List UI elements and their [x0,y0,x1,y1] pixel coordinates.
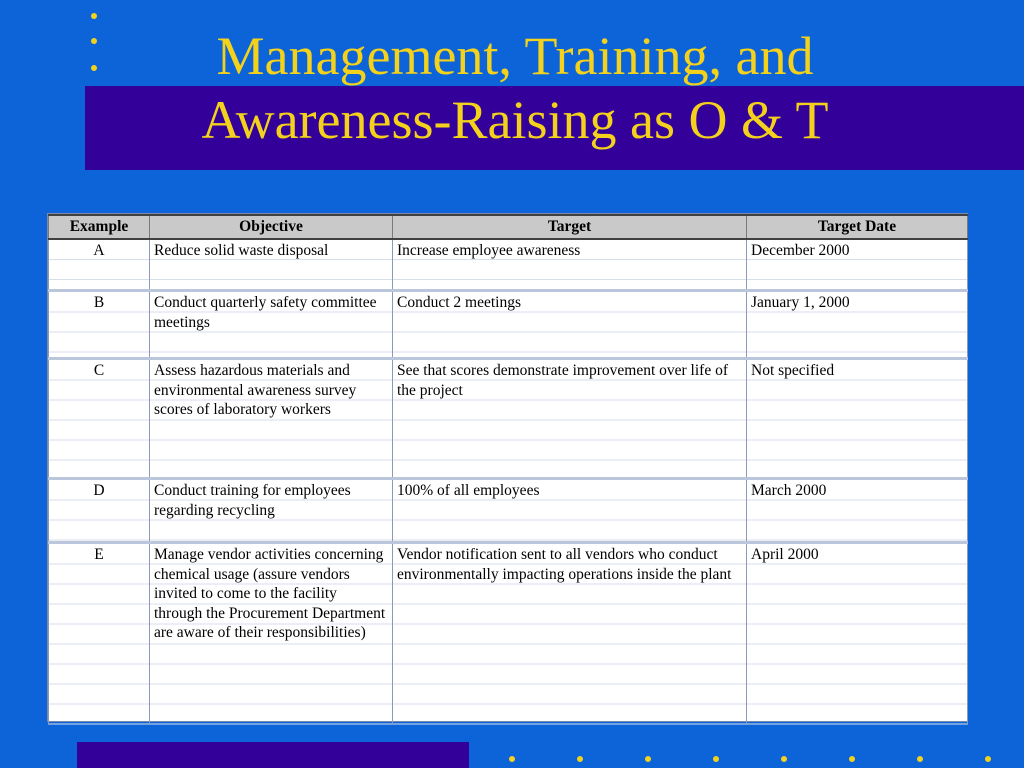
cell-example: C [49,359,150,479]
objectives-table [47,213,968,722]
cell-date: April 2000 [747,543,968,726]
table-row [49,359,968,479]
cell-date: March 2000 [747,479,968,543]
cell-objective: Conduct quarterly safety committee meetings [150,291,393,359]
decor-dot [645,756,651,762]
decor-dot [985,756,991,762]
cell-target: Increase employee awareness [393,239,747,291]
header-target-date: Target Date [747,215,968,239]
decor-dot [509,756,515,762]
cell-objective: Manage vendor activities concerning chemical usage (assure vendors invited to come to the facility through the Procurement Department are aware of their responsibilities) [150,543,393,726]
cell-date: January 1, 2000 [747,291,968,359]
cell-target: Vendor notification sent to all vendors who conduct environmentally impacting operations inside the plant [393,543,747,726]
cell-target: 100% of all employees [393,479,747,543]
cell-example: E [49,543,150,726]
decor-dot [577,756,583,762]
decor-dot [713,756,719,762]
table-row [49,543,968,726]
title-line-2: Awareness-Raising as O & T [201,90,829,150]
cell-objective: Assess hazardous materials and environmental awareness survey scores of laboratory workers [150,359,393,479]
cell-date: Not specified [747,359,968,479]
title-line-1: Management, Training, and [216,26,814,86]
slide-title [100,24,930,152]
table-row [49,239,968,291]
decor-dot [91,65,97,71]
footer-band [77,742,469,768]
cell-objective: Conduct training for employees regarding recycling [150,479,393,543]
cell-example: A [49,239,150,291]
header-example: Example [49,215,150,239]
decor-dot [917,756,923,762]
cell-target: Conduct 2 meetings [393,291,747,359]
table-header-row [49,215,968,239]
cell-date: December 2000 [747,239,968,291]
decor-dot [849,756,855,762]
cell-objective: Reduce solid waste disposal [150,239,393,291]
cell-example: B [49,291,150,359]
cell-target: See that scores demonstrate improvement over life of the project [393,359,747,479]
header-target: Target [393,215,747,239]
cell-example: D [49,479,150,543]
header-objective: Objective [150,215,393,239]
decor-dot [781,756,787,762]
decor-dot [91,38,97,44]
table-row [49,291,968,359]
table-row [49,479,968,543]
decor-dot [91,13,97,19]
